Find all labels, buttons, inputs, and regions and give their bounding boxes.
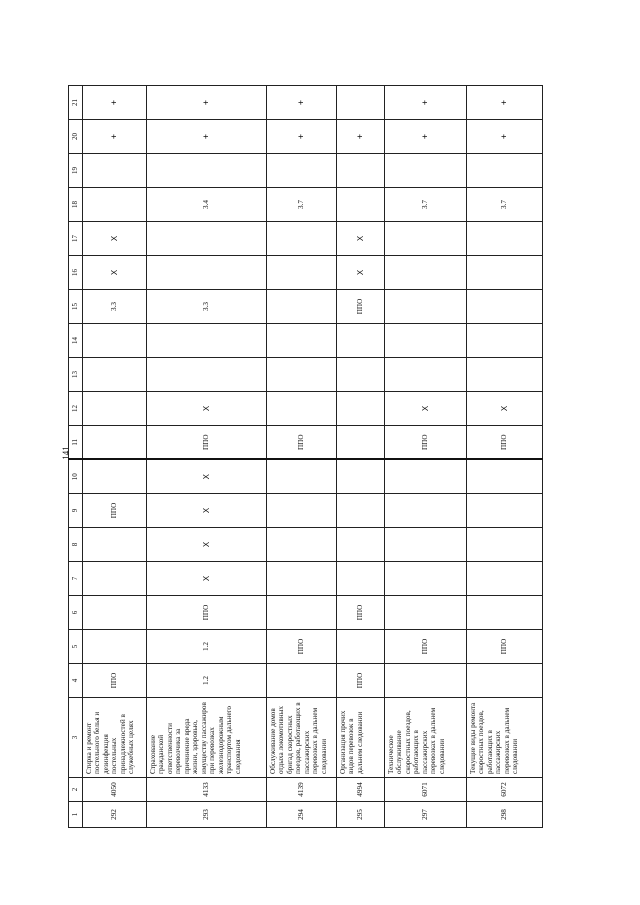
row-description: Текущие виды ремонта скоростных поездов, работающих в пассажирских перевозках в дальнем следовании — [467, 698, 543, 778]
table-row — [467, 86, 543, 828]
table-cell: + — [147, 86, 267, 120]
table-cell — [467, 494, 543, 528]
header-cell: 2 — [69, 778, 83, 802]
table-cell: ППО — [385, 630, 467, 664]
table-cell: X — [147, 494, 267, 528]
table-cell: + — [83, 86, 147, 120]
table-cell — [467, 256, 543, 290]
table-cell — [337, 188, 385, 222]
table-cell — [337, 528, 385, 562]
header-cell: 8 — [69, 528, 83, 562]
header-cell: 14 — [69, 324, 83, 358]
table-cell: + — [147, 120, 267, 154]
table-cell — [337, 562, 385, 596]
page-number: 141 — [61, 446, 71, 460]
table-cell: 295 — [337, 802, 385, 828]
table-cell — [467, 358, 543, 392]
table-cell — [467, 528, 543, 562]
table-cell — [83, 528, 147, 562]
table-cell: ППО — [147, 426, 267, 460]
header-cell: 1 — [69, 802, 83, 828]
header-cell: 9 — [69, 494, 83, 528]
table-cell — [83, 426, 147, 460]
table-cell — [337, 154, 385, 188]
table-cell: 4139 — [267, 778, 337, 802]
table-cell: X — [385, 392, 467, 426]
table-cell — [467, 290, 543, 324]
table-cell: + — [385, 120, 467, 154]
table-cell — [337, 426, 385, 460]
table-cell: 297 — [385, 802, 467, 828]
table-cell: + — [267, 86, 337, 120]
table-cell — [337, 358, 385, 392]
table-cell — [267, 324, 337, 358]
table-cell: ППО — [83, 494, 147, 528]
table-cell: 1.2 — [147, 664, 267, 698]
table-cell — [385, 222, 467, 256]
table-cell — [267, 222, 337, 256]
table-cell — [467, 154, 543, 188]
table-cell — [385, 596, 467, 630]
header-cell: 19 — [69, 154, 83, 188]
header-cell: 15 — [69, 290, 83, 324]
header-cell: 5 — [69, 630, 83, 664]
table-cell: ППО — [337, 664, 385, 698]
table-cell: ППО — [267, 630, 337, 664]
table-cell: + — [83, 120, 147, 154]
header-cell: 10 — [69, 460, 83, 494]
table-cell — [83, 154, 147, 188]
table-cell: ППО — [337, 596, 385, 630]
table-cell: X — [147, 528, 267, 562]
table-cell: 6072 — [467, 778, 543, 802]
header-cell: 21 — [69, 86, 83, 120]
table-cell: ППО — [385, 426, 467, 460]
table-cell: 3.7 — [385, 188, 467, 222]
table-cell — [385, 494, 467, 528]
table-cell — [385, 290, 467, 324]
table-cell — [147, 256, 267, 290]
table-cell — [267, 494, 337, 528]
table-row — [385, 86, 467, 828]
table-cell — [267, 290, 337, 324]
table-cell — [337, 392, 385, 426]
table-cell — [83, 596, 147, 630]
table-cell: X — [147, 392, 267, 426]
header-row — [69, 86, 83, 828]
table-cell — [467, 664, 543, 698]
table-cell: 1.2 — [147, 630, 267, 664]
table-cell — [147, 154, 267, 188]
table-cell: ППО — [467, 426, 543, 460]
header-cell: 13 — [69, 358, 83, 392]
table-row — [83, 86, 147, 828]
table-cell: + — [385, 86, 467, 120]
table-cell — [147, 358, 267, 392]
table-cell — [83, 392, 147, 426]
header-cell: 7 — [69, 562, 83, 596]
table-cell — [385, 324, 467, 358]
table-cell: 294 — [267, 802, 337, 828]
table-cell — [385, 664, 467, 698]
table-cell — [467, 324, 543, 358]
table-cell: ППО — [83, 664, 147, 698]
table-cell — [267, 596, 337, 630]
table-cell — [267, 154, 337, 188]
table-cell — [467, 460, 543, 494]
table-cell: 6071 — [385, 778, 467, 802]
table-cell — [83, 460, 147, 494]
row-description: Организация прочих видов перевозок в дальнем следовании — [337, 698, 385, 778]
table-cell — [267, 392, 337, 426]
table-cell — [337, 324, 385, 358]
table-cell — [385, 256, 467, 290]
table-cell — [467, 562, 543, 596]
table-cell — [83, 188, 147, 222]
header-cell: 3 — [69, 698, 83, 778]
table-cell: X — [83, 256, 147, 290]
table-cell — [385, 528, 467, 562]
table-cell — [267, 256, 337, 290]
table-cell — [267, 460, 337, 494]
header-cell: 11 — [69, 426, 83, 460]
table-cell: X — [467, 392, 543, 426]
table-cell: 4133 — [147, 778, 267, 802]
row-description: Обслуживание домов отдыха локомотивных бригад скоростных поездов, работающих в пассажирских перевозках в дальнем следовании — [267, 698, 337, 778]
table-cell — [385, 460, 467, 494]
table-cell: ППО — [337, 290, 385, 324]
table-cell — [267, 528, 337, 562]
table-row — [147, 86, 267, 828]
table-cell — [147, 324, 267, 358]
table-cell: 3.3 — [83, 290, 147, 324]
table-cell: 4050 — [83, 778, 147, 802]
header-cell: 4 — [69, 664, 83, 698]
header-cell: 20 — [69, 120, 83, 154]
table-cell: + — [467, 86, 543, 120]
table-cell: 3.7 — [467, 188, 543, 222]
header-cell: 17 — [69, 222, 83, 256]
table-cell: X — [147, 562, 267, 596]
table-cell — [267, 562, 337, 596]
table-cell — [267, 664, 337, 698]
table-cell: + — [467, 120, 543, 154]
table-cell: ППО — [147, 596, 267, 630]
table-cell — [385, 358, 467, 392]
table-cell — [83, 358, 147, 392]
table-row — [337, 86, 385, 828]
table-cell — [385, 562, 467, 596]
table-cell: X — [83, 222, 147, 256]
rotated-table-container — [68, 88, 538, 828]
row-description: Стирка и ремонт постельного белья и дезинфекция постельных принадлежностей в служебных целях — [83, 698, 147, 778]
table-cell — [467, 596, 543, 630]
table-cell — [337, 86, 385, 120]
table-cell: 3.4 — [147, 188, 267, 222]
table-cell — [83, 562, 147, 596]
table-cell: X — [147, 460, 267, 494]
table-cell: + — [337, 120, 385, 154]
table-cell: 292 — [83, 802, 147, 828]
table-cell: 4994 — [337, 778, 385, 802]
table-cell — [467, 222, 543, 256]
table-cell — [83, 630, 147, 664]
table-cell: + — [267, 120, 337, 154]
row-description: Техническое обслуживание скоростных поездов, работающих в пассажирских перевозках в дальнем следовании — [385, 698, 467, 778]
table-row — [267, 86, 337, 828]
table-cell — [337, 460, 385, 494]
header-cell: 6 — [69, 596, 83, 630]
header-cell: 12 — [69, 392, 83, 426]
table-cell — [83, 324, 147, 358]
table-cell: 293 — [147, 802, 267, 828]
data-table — [68, 85, 543, 828]
table-cell: X — [337, 256, 385, 290]
row-description: Страхование гражданской ответственности перевозчика за причинение вреда жизни, здоровью, имуществу пассажиров при перевозках железнодорожным транспортом дальнего следования — [147, 698, 267, 778]
table-cell: X — [337, 222, 385, 256]
table-cell: 298 — [467, 802, 543, 828]
table-cell — [147, 222, 267, 256]
table-cell: 3.3 — [147, 290, 267, 324]
table-cell — [337, 494, 385, 528]
table-cell: ППО — [467, 630, 543, 664]
table-cell: 3.7 — [267, 188, 337, 222]
table-cell: ППО — [267, 426, 337, 460]
header-cell: 18 — [69, 188, 83, 222]
table-cell — [385, 154, 467, 188]
header-cell: 16 — [69, 256, 83, 290]
table-cell — [267, 358, 337, 392]
table-cell — [337, 630, 385, 664]
